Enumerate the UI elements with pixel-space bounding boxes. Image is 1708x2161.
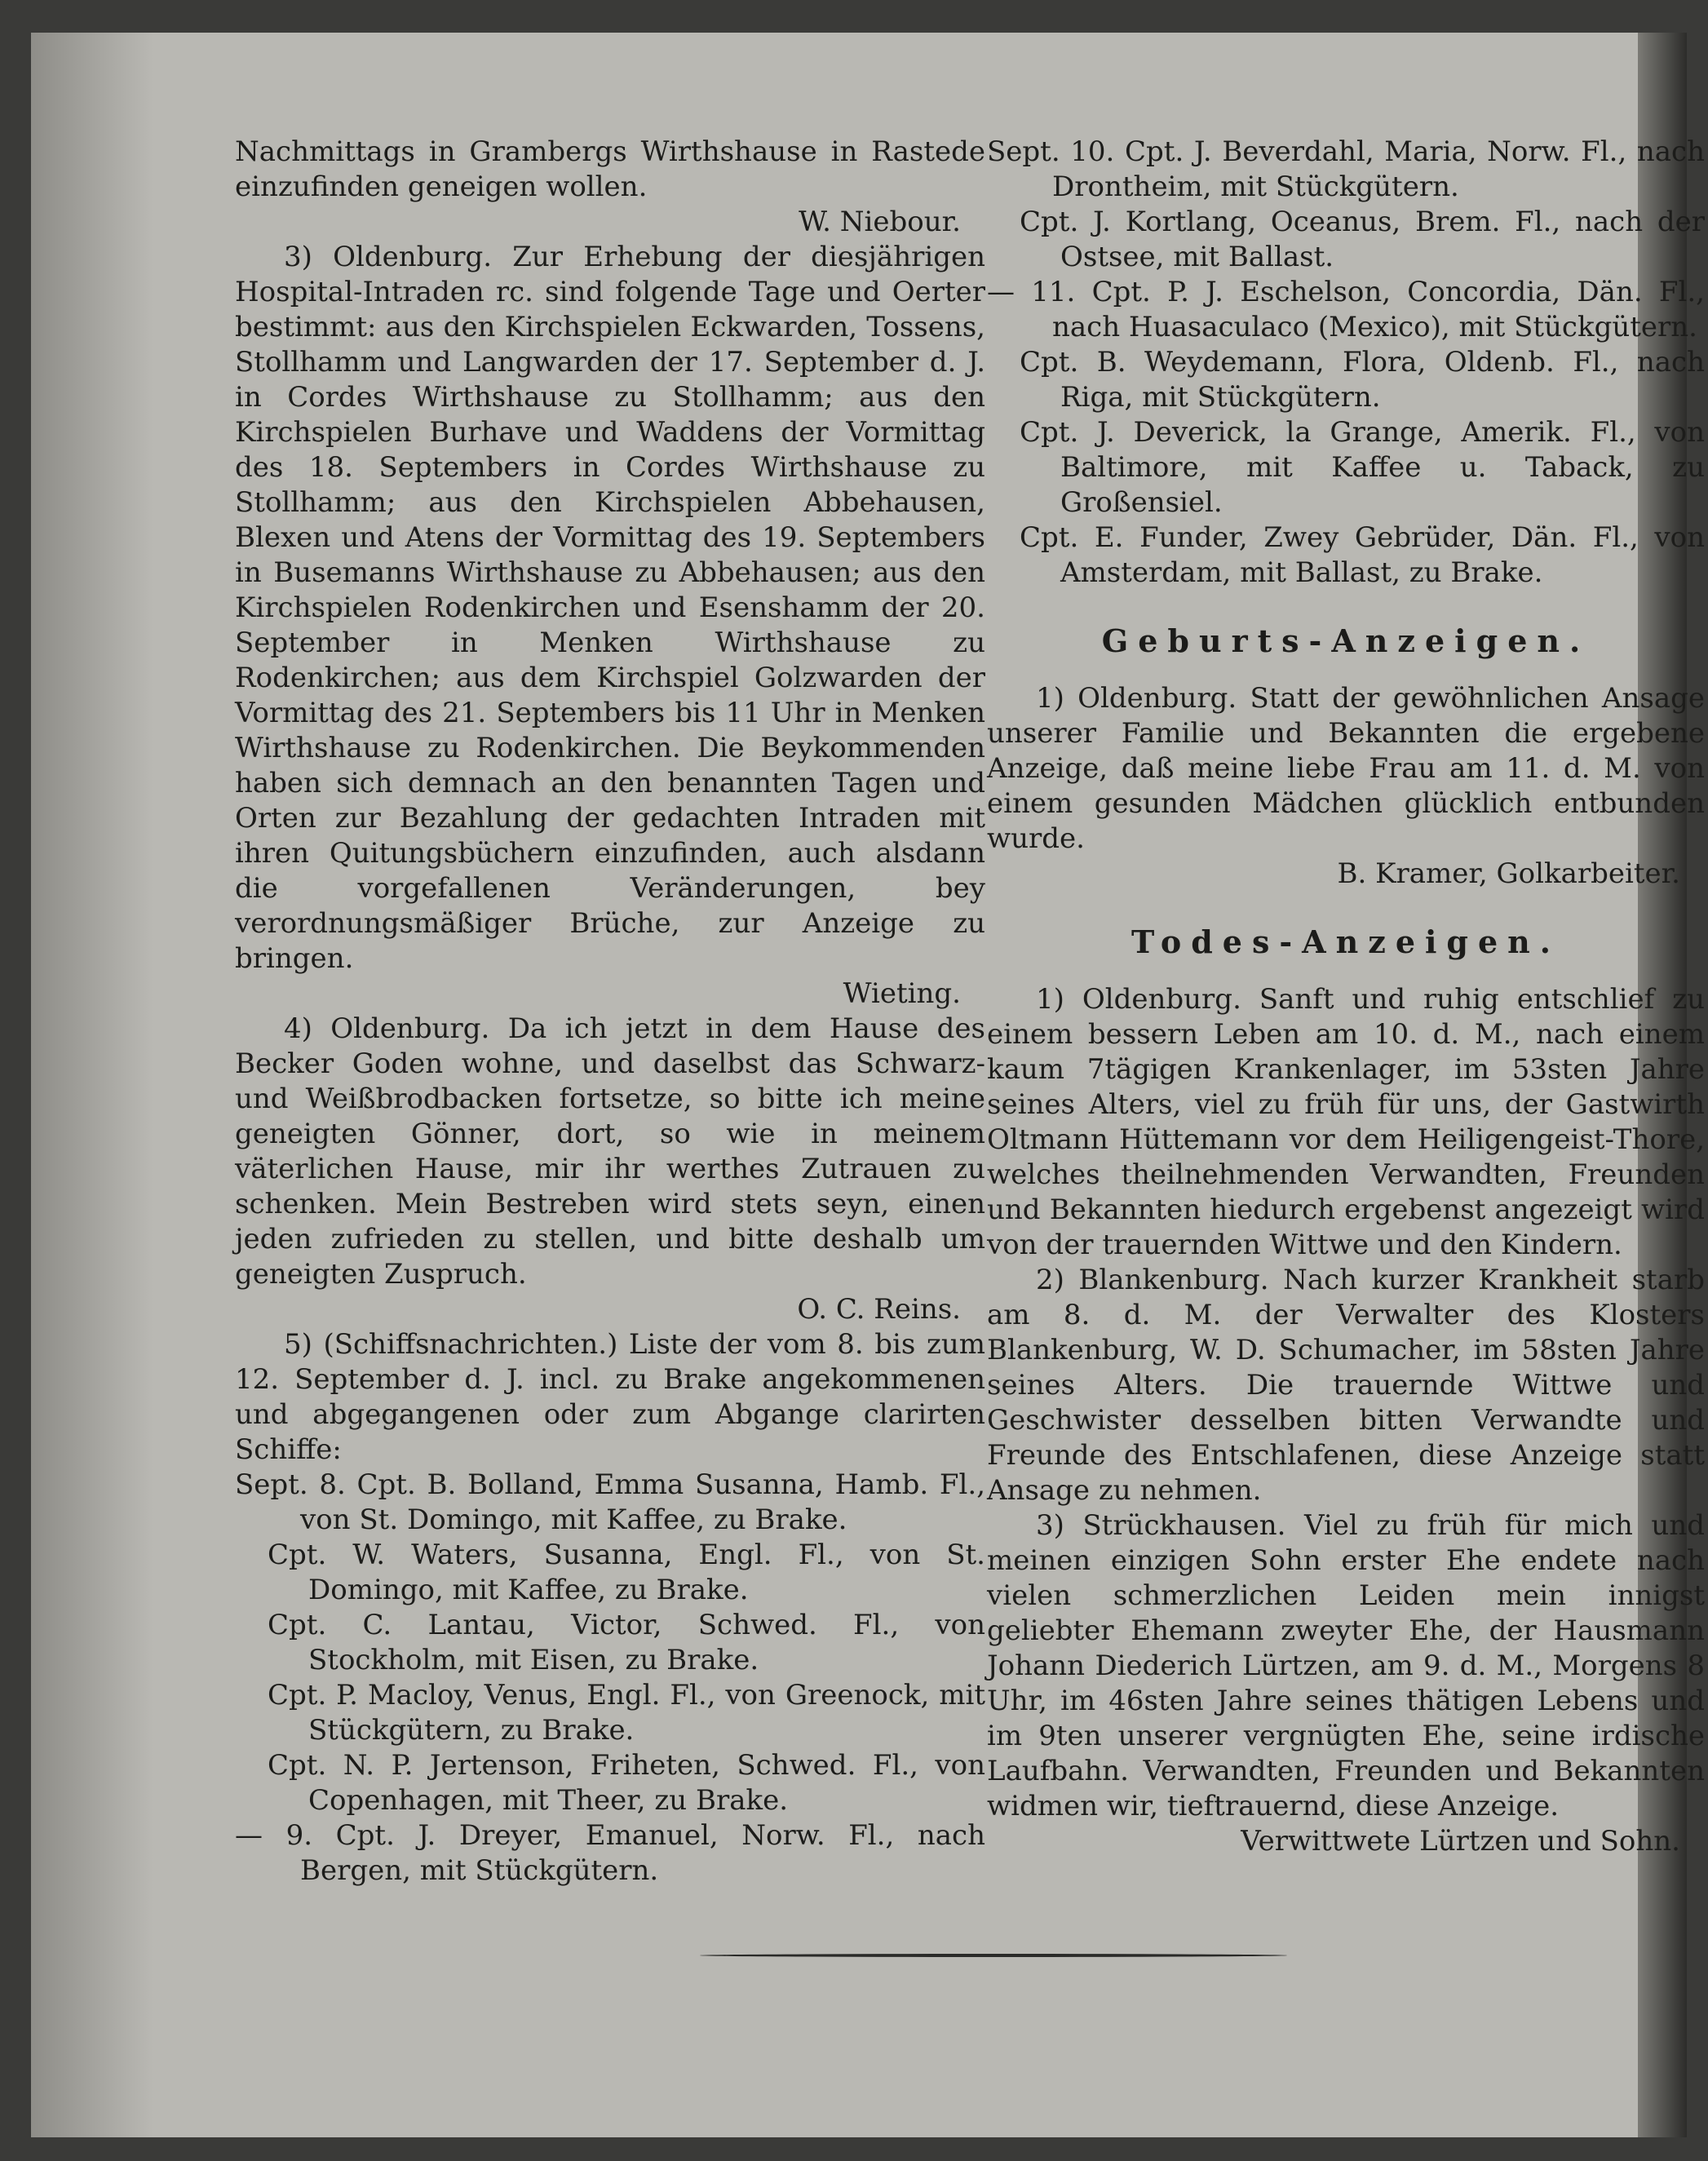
paragraph: — 11. Cpt. P. J. Eschelson, Concordia, Dän. Fl., nach Huasaculaco (Mexico), mit Stückgütern. [987,276,1705,343]
paragraph: 4) Oldenburg. Da ich jetzt in dem Hause des Becker Goden wohne, und daselbst das Schwarz- und Weißbrodbacken fortsetze, so bitte ich meine geneigten Gönner, dort, so wie in meinem väterlichen Hause, mir ihr werthes Zutrauen zu schenken. Mein Bestreben wird stets seyn, einen jeden zufrieden zu stellen, und bitte deshalb um geneigten Zuspruch. [235,1012,985,1291]
paragraph: Cpt. E. Funder, Zwey Gebrüder, Dän. Fl., von Amsterdam, mit Ballast, zu Brake. [1020,521,1705,589]
end-rule [700,1954,1287,1957]
paragraph: — 9. Cpt. J. Dreyer, Emanuel, Norw. Fl., nach Bergen, mit Stückgütern. [235,1819,985,1887]
paragraph: 1) Oldenburg. Sanft und ruhig entschlief zu einem bessern Leben am 10. d. M., nach einem kaum 7tägigen Krankenlager, im 53sten Jahre seines Alters, viel zu früh für uns, der Gastwirth Oltmann Hüttemann vor dem Heiligengeist-Thore, welches theilnehmenden Verwandten, Freunden und Bekannten hiedurch ergebenst angezeigt wird von der trauernden Wittwe und den Kindern. [987,983,1705,1261]
section-heading: Geburts-Anzeigen. [1101,622,1591,659]
newspaper-page [31,33,1705,2137]
paragraph: 2) Blankenburg. Nach kurzer Krankheit starb am 8. d. M. der Verwalter des Klosters Blankenburg, W. D. Schumacher, im 58sten Jahre seines Alters. Die trauernde Wittwe und Geschwister desselben bitten Verwandte und Freunde des Entschlafenen, diese Anzeige statt Ansage zu nehmen. [987,1264,1705,1507]
signature: W. Niebour. [799,206,961,238]
signature: O. C. Reins. [797,1293,961,1326]
paragraph: 1) Oldenburg. Statt der gewöhnlichen Ansage unserer Familie und Bekannten die ergebene Anzeige, daß meine liebe Frau am 11. d. M. von einem gesunden Mädchen glücklich entbunden wurde. [987,682,1705,855]
gutter-shadow [31,33,153,2137]
paragraph: Cpt. N. P. Jertenson, Friheten, Schwed. Fl., von Copenhagen, mit Theer, zu Brake. [268,1749,985,1817]
right-column [987,135,1705,1859]
paragraph: Nachmittags in Grambergs Wirthshause in Rastede einzufinden geneigen wollen. [235,135,985,203]
paragraph: Sept. 10. Cpt. J. Beverdahl, Maria, Norw. Fl., nach Drontheim, mit Stückgütern. [987,135,1705,203]
paragraph: Cpt. J. Deverick, la Grange, Amerik. Fl., von Baltimore, mit Kaffee u. Taback, zu Großensiel. [1020,416,1705,519]
paragraph: Cpt. C. Lantau, Victor, Schwed. Fl., von Stockholm, mit Eisen, zu Brake. [268,1609,985,1676]
paragraph: Cpt. W. Waters, Susanna, Engl. Fl., von St. Domingo, mit Kaffee, zu Brake. [268,1539,985,1606]
section-heading: Todes-Anzeigen. [1131,923,1561,960]
paragraph: Sept. 8. Cpt. B. Bolland, Emma Susanna, Hamb. Fl., von St. Domingo, mit Kaffee, zu Brake. [235,1468,985,1536]
signature: Verwittwete Lürtzen und Sohn. [1241,1825,1680,1858]
paragraph: 3) Strückhausen. Viel zu früh für mich und meinen einzigen Sohn erster Ehe endete nach vielen schmerzlichen Leiden mein innigst geliebter Ehemann zweyter Ehe, der Hausmann Johann Diederich Lürtzen, am 9. d. M., Morgens 8 Uhr, im 46sten Jahre seines thätigen Lebens und im 9ten unserer vergnügten Ehe, seine irdische Laufbahn. Verwandten, Freunden und Bekannten widmen wir, tieftrauernd, diese Anzeige. [987,1509,1705,1822]
paragraph: Cpt. J. Kortlang, Oceanus, Brem. Fl., nach der Ostsee, mit Ballast. [1020,206,1705,273]
paragraph: 3) Oldenburg. Zur Erhebung der diesjährigen Hospital-Intraden rc. sind folgende Tage und Oerter bestimmt: aus den Kirchspielen Eckwarden, Tossens, Stollhamm und Langwarden der 17. September d. J. in Cordes Wirthshause zu Stollhamm; aus den Kirchspielen Burhave und Waddens der Vormittag des 18. Septembers in Cordes Wirthshause zu Stollhamm; aus den Kirchspielen Abbehausen, Blexen und Atens der Vormittag des 19. Septembers in Busemanns Wirthshause zu Abbehausen; aus den Kirchspielen Rodenkirchen und Esenshamm der 20. September in Menken Wirthshause zu Rodenkirchen; aus dem Kirchspiel Golzwarden der Vormittag des 21. Septembers bis 11 Uhr in Menken Wirthshause zu Rodenkirchen. Die Beykommenden haben sich demnach an den benannten Tagen und Orten zur Bezahlung der gedachten Intraden mit ihren Quitungsbüchern einzufinden, auch alsdann die vorgefallenen Veränderungen, bey verordnungsmäßiger Brüche, zur Anzeige zu bringen. [235,241,985,975]
signature: Wieting. [843,977,961,1010]
paragraph: 5) (Schiffsnachrichten.) Liste der vom 8. bis zum 12. September d. J. incl. zu Brake angekommenen und abgegangenen oder zum Abgange clarirten Schiffe: [235,1328,985,1466]
signature: B. Kramer, Golkarbeiter. [1337,857,1680,890]
paragraph: Cpt. P. Macloy, Venus, Engl. Fl., von Greenock, mit Stückgütern, zu Brake. [268,1679,985,1747]
left-column [235,135,985,1889]
paragraph: Cpt. B. Weydemann, Flora, Oldenb. Fl., nach Riga, mit Stückgütern. [1020,346,1705,414]
